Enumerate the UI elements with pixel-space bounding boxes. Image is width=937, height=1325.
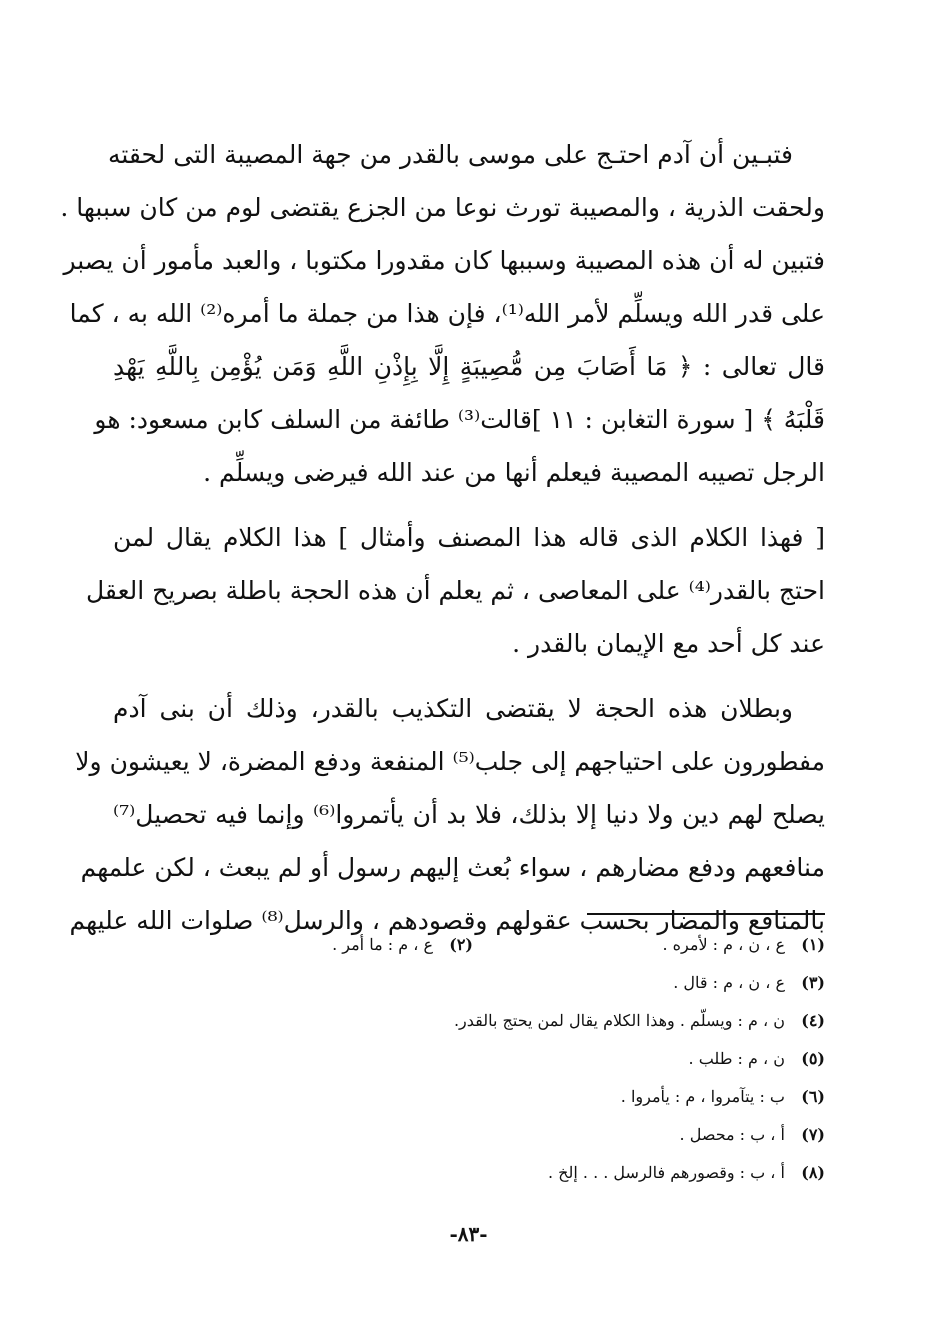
- footnote-row: [113, 1154, 825, 1192]
- footnote-text: ع ، ن ، م : قال .: [673, 973, 785, 992]
- footnote-text: ن ، م : ويسلّم . وهذا الكلام يقال لمن يحتج بالقدر.: [453, 1011, 785, 1030]
- footnote-number: (٣): [801, 973, 825, 992]
- footnote: [662, 926, 825, 964]
- text-line: بالمنافع والمضار بحسب عقولهم وقصودهم ، والرسل⁽⁸⁾ صلوات الله عليهم: [69, 906, 825, 935]
- footnote: [680, 1116, 825, 1154]
- text-line: يصلح لهم دين ولا دنيا إلا بذلك، فلا بد أن يأتمروا⁽⁶⁾ وإنما فيه تحصيل⁽⁷⁾: [113, 800, 826, 829]
- footnote: [332, 926, 473, 964]
- footnote: [689, 1040, 825, 1078]
- text-line: مفطورون على احتياجهم إلى جلب⁽⁵⁾ المنفعة ودفع المضرة، لا يعيشون ولا: [75, 747, 825, 776]
- footnote-number: (٥): [801, 1049, 825, 1068]
- footnote-row: [113, 1078, 825, 1116]
- text-line: احتج بالقدر⁽⁴⁾ على المعاصى ، ثم يعلم أن هذه الحجة باطلة بصريح العقل: [85, 576, 825, 605]
- text-line: [ فهذا الكلام الذى قاله هذا المصنف وأمثال ] هذا الكلام يقال لمن: [113, 523, 825, 552]
- footnotes: [113, 926, 825, 1192]
- footnote-text: ب : يتآمروا ، م : يأمروا .: [620, 1087, 785, 1106]
- text-line: الرجل تصيبه المصيبة فيعلم أنها من عند الله فيرضى ويسلِّم .: [203, 458, 825, 487]
- quran-verse-line: قال تعالى : ﴿ مَا أَصَابَ مِن مُّصِيبَةٍ إِلَّا بِإِذْنِ اللَّهِ وَمَن يُؤْمِن بِاللَّهِ يَهْدِ: [113, 352, 825, 381]
- footnote-number: (٨): [801, 1163, 825, 1182]
- main-text: [60, 128, 826, 947]
- footnote: [621, 1078, 825, 1116]
- footnote-row: [113, 926, 825, 964]
- footnote-number: (١): [801, 935, 825, 954]
- footnote-row: [113, 1002, 825, 1040]
- footnote-number: (٤): [801, 1011, 825, 1030]
- footnote-row: [113, 964, 825, 1002]
- page-number: -٨٣-: [449, 1222, 488, 1246]
- footnote: [548, 1154, 825, 1192]
- footnote-separator: [587, 913, 825, 915]
- text-line: ولحقت الذرية ، والمصيبة تورث نوعا من الجزع يقتضى لوم من كان سببها .: [60, 193, 825, 222]
- footnote-row: [113, 1116, 825, 1154]
- text-line: وبطلان هذه الحجة لا يقتضى التكذيب بالقدر، وذلك أن بنى آدم: [113, 694, 793, 723]
- text-line: فتبين له أن هذه المصيبة وسببها كان مقدورا مكتوبا ، والعبد مأمور أن يصبر: [63, 246, 825, 275]
- text-line: على قدر الله ويسلِّم لأمر الله⁽¹⁾، فإن هذا من جملة ما أمره⁽²⁾ الله به ، كما: [69, 299, 825, 328]
- footnote: [673, 964, 825, 1002]
- footnote-number: (٦): [801, 1087, 825, 1106]
- footnote-number: (٢): [449, 935, 473, 954]
- footnote-text: ع ، م : ما أمر .: [332, 935, 433, 954]
- footnote-text: ن ، م : طلب .: [688, 1049, 785, 1068]
- text-line: قَلْبَهُ ﴾ [ سورة التغابن : ١١ ]قالت⁽³⁾ طائفة من السلف كابن مسعود: هو: [94, 405, 825, 434]
- footnote-text: أ ، ب : وقصورهم فالرسل . . . إلخ .: [548, 1163, 785, 1182]
- footnote-text: ع ، ن ، م : لأمره .: [662, 935, 785, 954]
- footnote: [454, 1002, 825, 1040]
- footnote-row: [113, 1040, 825, 1078]
- text-line: فتبـين أن آدم احتـج على موسى بالقدر من جهة المصيبة التى لحقته: [107, 140, 793, 169]
- text-line: منافعهم ودفع مضارهم ، سواء بُعث إليهم رسول أو لم يبعث ، لكن علمهم: [80, 853, 825, 882]
- footnote-text: أ ، ب : محصل .: [679, 1125, 785, 1144]
- text-line: عند كل أحد مع الإيمان بالقدر .: [512, 629, 825, 658]
- footnote-number: (٧): [801, 1125, 825, 1144]
